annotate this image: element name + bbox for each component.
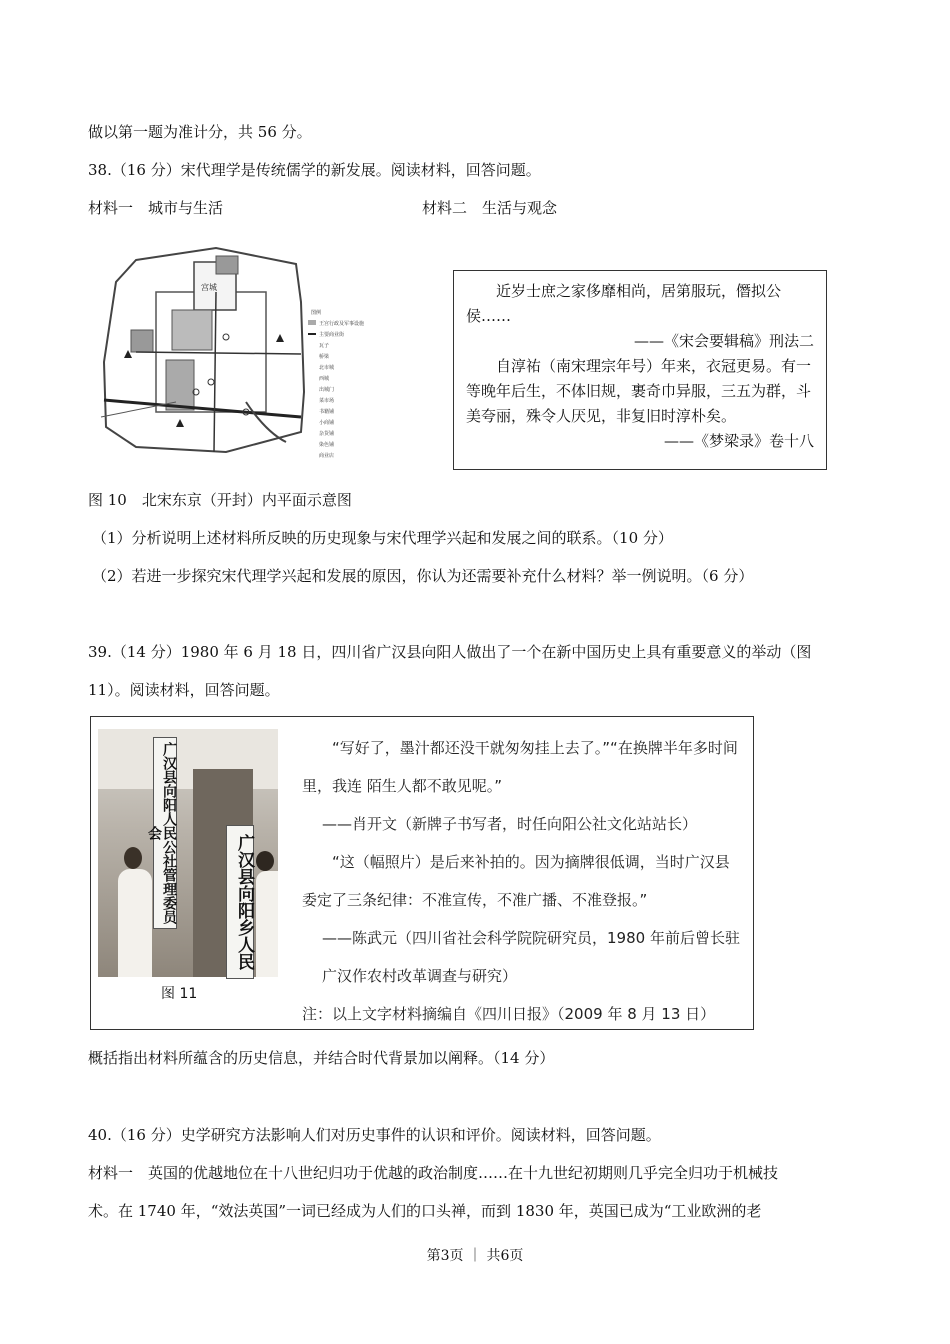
photo-sign-change	[98, 729, 278, 977]
map-legend-item: 染色铺	[319, 442, 335, 448]
q40-material1-line2: 术。在 1740 年，“效法英国”一词已经成为人们的口头禅，而到 1830 年，英国已成为“工业欧洲的老	[88, 1202, 762, 1220]
quote-1: “写好了，墨汁都还没干就匆匆挂上去了。”“在换牌半年多时间里，我连 陌生人都不敢见呢。”	[302, 739, 738, 795]
q38-quote-box	[453, 270, 827, 470]
q38-subquestion-1: （1）分析说明上述材料所反映的历史现象与宋代理学兴起和发展之间的联系。（10 分）	[92, 529, 673, 547]
q38-material2-label: 材料二 生活与观念	[422, 199, 558, 217]
new-township-sign: 广汉县向阳乡人民	[226, 825, 254, 979]
map-legend-item: 西城	[319, 376, 330, 382]
q38-material1-label: 材料一 城市与生活	[88, 199, 224, 217]
q40-heading: 40.（16 分）史学研究方法影响人们对历史事件的认识和评价。阅读材料，回答问题。	[88, 1126, 661, 1144]
intro-text: 做以第一题为准计分，共 56 分。	[88, 123, 312, 141]
photo-caption: 图 11	[161, 986, 198, 1002]
q39-heading-line1: 39.（14 分）1980 年 6 月 18 日，四川省广汉县向阳人做出了一个在新中国历史上具有重要意义的举动（图	[88, 643, 812, 661]
q39-heading-line2: 11）。阅读材料，回答问题。	[88, 681, 280, 699]
kaifeng-map	[96, 242, 365, 467]
quote-box-paragraph-1: 近岁士庶之家侈靡相尚，居第服玩，僭拟公侯……	[466, 282, 782, 325]
map-legend-item: 商业店	[319, 453, 335, 459]
q39-quotes	[302, 729, 740, 1033]
quote-box-paragraph-2: 自淳祐（南宋理宗年号）年来，衣冠更易。有一等晚年后生，不体旧规，裹奇巾异服，三五为群，斗美夸丽，殊令人厌见，非复旧时淳朴矣。	[466, 357, 812, 425]
map-legend-item: 桥梁	[319, 354, 330, 360]
quote-2: “这（幅照片）是后来补拍的。因为摘牌很低调，当时广汉县委定了三条纪律：不准宣传，不准广播、不准登报。”	[302, 853, 730, 909]
q40-material1-line1: 材料一 英国的优越地位在十八世纪归功于优越的政治制度……在十九世纪初期则几乎完全归功于机械技	[88, 1164, 779, 1182]
map-legend-item: 菜市场	[319, 398, 335, 404]
quote-1-source: ——肖开文（新牌子书写者，时任向阳公社文化站站长）	[322, 815, 698, 833]
map-legend-item: 北市城	[319, 365, 335, 371]
map-legend-title: 图例	[311, 310, 322, 316]
map-legend-item: 王宫行政及军事设施	[319, 321, 365, 327]
source-note: 注：以上文字材料摘编自《四川日报》（2009 年 8 月 13 日）	[302, 1005, 716, 1023]
q39-material-box	[90, 716, 754, 1030]
old-commune-sign: 广汉县向阳人民公社管理委员会	[153, 737, 177, 929]
q39-task: 概括指出材料所蕴含的历史信息，并结合时代背景加以阐释。（14 分）	[88, 1049, 555, 1067]
person-left	[118, 869, 152, 977]
q38-subquestion-2: （2）若进一步探究宋代理学兴起和发展的原因，你认为还需要补充什么材料？举一例说明。（6 分）	[92, 567, 754, 585]
quote-box-source-1: ——《宋会要辑稿》刑法二	[633, 332, 814, 350]
map-caption: 图 10 北宋东京（开封）内平面示意图	[88, 491, 352, 509]
map-legend-item: 主要商业街	[319, 332, 345, 338]
map-legend-item: 瓦子	[319, 343, 330, 349]
person-right	[256, 871, 278, 977]
page-footer: 第3页 ｜ 共6页	[426, 1248, 524, 1264]
map-legend-item: 小商铺	[319, 420, 335, 426]
map-legend-item: 书籍铺	[319, 409, 335, 415]
map-legend-item: 杂货铺	[319, 431, 335, 437]
q38-heading: 38.（16 分）宋代理学是传统儒学的新发展。阅读材料，回答问题。	[88, 161, 541, 179]
map-palace-label: 宫城	[201, 283, 217, 292]
kaifeng-map-drawing	[96, 242, 365, 467]
map-legend-item: 出城门	[319, 387, 335, 393]
quote-2-source: ——陈武元（四川省社会科学院院研究员，1980 年前后曾长驻广汉作农村改革调查与研究）	[322, 929, 740, 985]
quote-box-source-2: ——《梦梁录》卷十八	[663, 432, 814, 450]
